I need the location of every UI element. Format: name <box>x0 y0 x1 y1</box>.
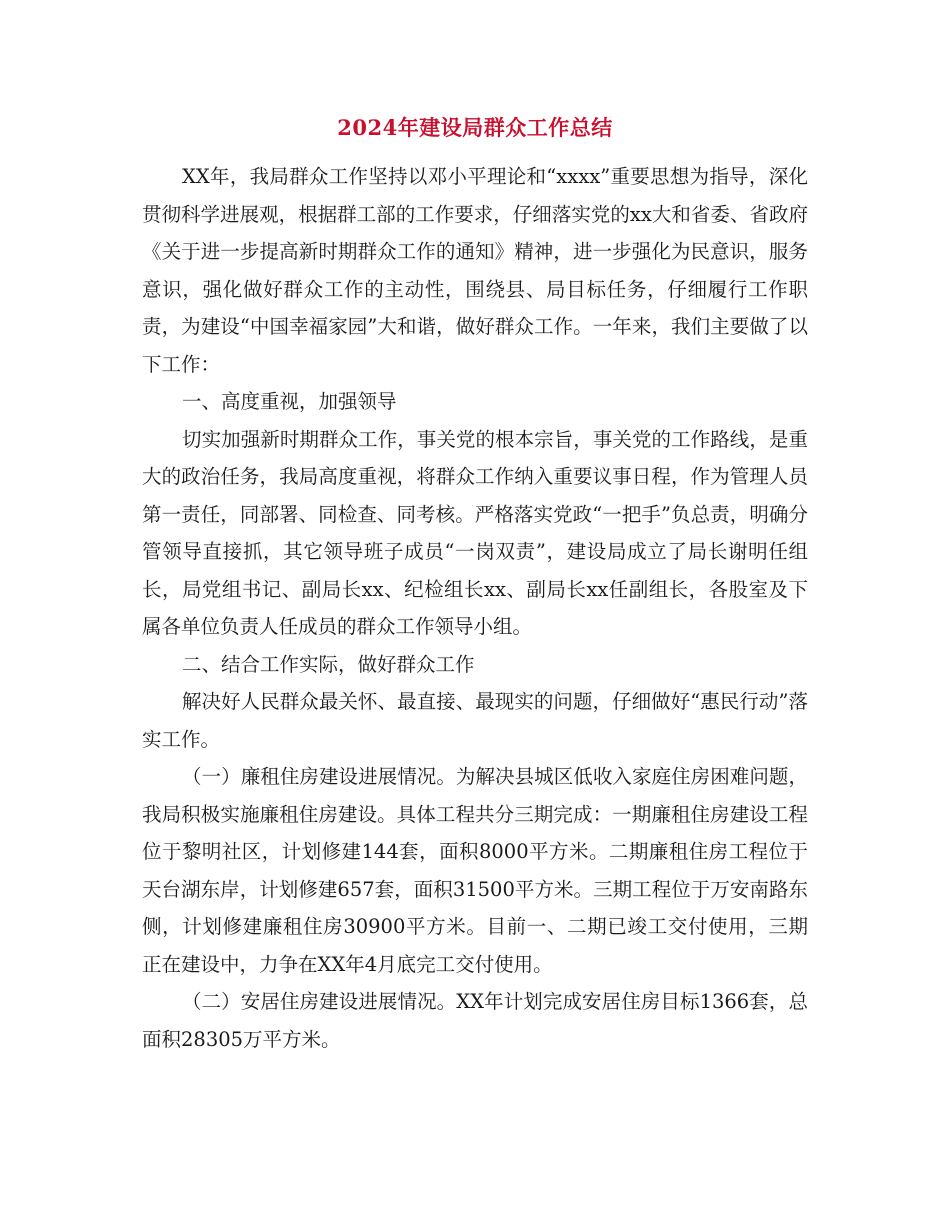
subsection-1-paragraph: （一）廉租住房建设进展情况。为解决县城区低收入家庭住房困难问题，我局积极实施廉租住房建设。具体工程共分三期完成：一期廉租住房建设工程位于黎明社区，计划修建144套，面积8000平方米。二期廉租住房工程位于天台湖东岸，计划修建657套，面积31500平方米。三期工程位于万安南路东侧，计划修建廉租住房30900平方米。目前一、二期已竣工交付使用，三期正在建设中，力争在XX年4月底完工交付使用。 <box>142 765 808 976</box>
intro-paragraph: XX年，我局群众工作坚持以邓小平理论和“xxxx”重要思想为指导，深化贯彻科学进展观，根据群工部的工作要求，仔细落实党的xx大和省委、省政府《关于进一步提高新时期群众工作的通知》精神，进一步强化为民意识，服务意识，强化做好群众工作的主动性，围绕县、局目标任务，仔细履行工作职责，为建设“中国幸福家园”大和谐，做好群众工作。一年来，我们主要做了以下工作： <box>142 165 808 376</box>
section-heading-1: 一、高度重视，加强领导 <box>182 390 397 413</box>
section-heading-2: 二、结合工作实际，做好群众工作 <box>182 652 475 676</box>
section-1-paragraph: 切实加强新时期群众工作，事关党的根本宗旨，事关党的工作路线，是重大的政治任务，我局高度重视，将群众工作纳入重要议事日程，作为管理人员第一责任，同部署、同检查、同考核。严格落实党政“一把手”负总责，明确分管领导直接抓，其它领导班子成员“一岗双责”，建设局成立了局长谢明任组长，局党组书记、副局长xx、纪检组长xx、副局长xx任副组长，各股室及下属各单位负责人任成员的群众工作领导小组。 <box>142 427 808 638</box>
document-title: 2024年建设局群众工作总结 <box>337 115 613 140</box>
document-body <box>142 158 808 1058</box>
section-2-paragraph: 解决好人民群众最关怀、最直接、最现实的问题，仔细做好“惠民行动”落实工作。 <box>142 690 808 751</box>
subsection-2-paragraph: （二）安居住房建设进展情况。XX年计划完成安居住房目标1366套，总面积28305万平方米。 <box>142 990 808 1051</box>
